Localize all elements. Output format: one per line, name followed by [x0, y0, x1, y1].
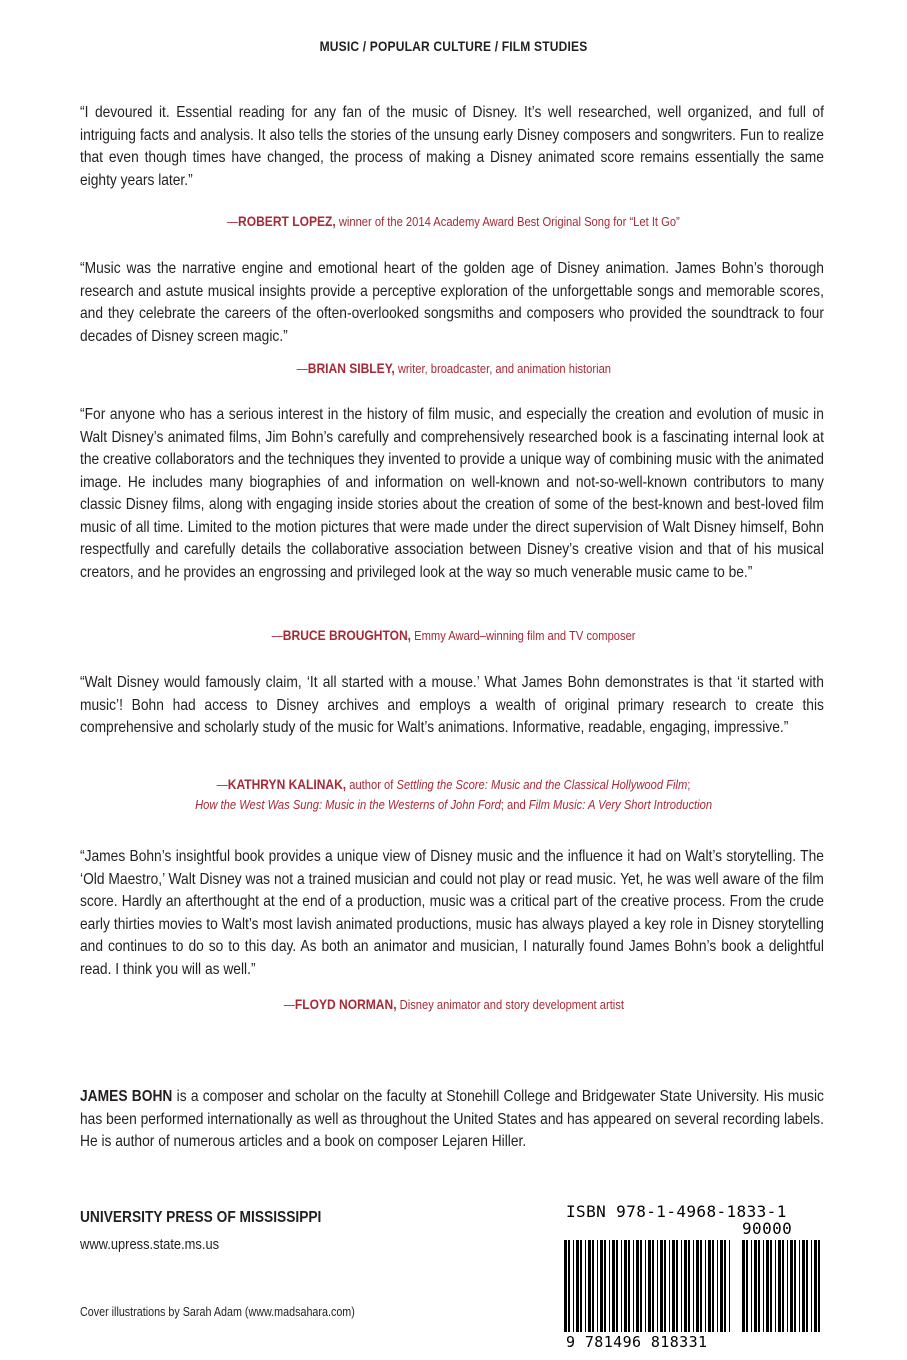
author-name: JAMES BOHN: [80, 1088, 173, 1105]
barcode-bar: [592, 1240, 594, 1332]
barcode-bar: [660, 1240, 663, 1332]
barcode-bar: [770, 1240, 772, 1332]
barcode-bar: [688, 1240, 690, 1332]
blurb-attribution-kalinak: —KATHRYN KALINAK, author of Settling the Score: Music and the Classical Hollywood Film; How the West Was Sung: Music in the Westerns of John Ford; and Film Music: A Very Short Introduction: [195, 776, 712, 812]
barcode-bar: [746, 1240, 748, 1332]
barcode-bar: [681, 1240, 682, 1332]
blurb-quote-lopez: “I devoured it. Essential reading for any fan of the music of Disney. It’s well researched, well organized, and full of intriguing facts and analysis. It also tells the stories of the unsung early Disney composers and songwriters. Fun to realize that even though times have changed, the process of making a Disney animated score remains essentially the same eighty years later.”: [80, 104, 824, 189]
barcode-bar: [790, 1240, 793, 1332]
barcode-bar: [633, 1240, 634, 1332]
attribution-name: BRUCE BROUGHTON,: [282, 627, 411, 643]
attribution-name: FLOYD NORMAN,: [294, 996, 397, 1012]
barcode-bar: [628, 1240, 630, 1332]
barcode-bar: [778, 1240, 781, 1332]
barcode-bar: [648, 1240, 651, 1332]
barcode-bar: [616, 1240, 618, 1332]
blurb-quote-kalinak: “Walt Disney would famously claim, ‘It all started with a mouse.’ What James Bohn demonstrates is that ‘it started with music’! Bohn had access to Disney archives and employs a wealth of original primary research to create this comprehensive and scholarly study of the music for Walt’s animations. Informative, readable, engaging, impressive.”: [80, 674, 824, 736]
barcode-bar: [693, 1240, 694, 1332]
barcode-bar: [580, 1240, 582, 1332]
category-heading: MUSIC / POPULAR CULTURE / FILM STUDIES: [319, 38, 588, 54]
barcode-bar: [802, 1240, 805, 1332]
author-bio: JAMES BOHN is a composer and scholar on the faculty at Stonehill College and Bridgewater State University. His music has been performed internationally as well as throughout the United States and has appeared on several recording labels. He is author of numerous articles and a book on composer Lejaren Hiller.: [80, 1088, 824, 1150]
attribution-name: ROBERT LOPEZ,: [238, 213, 336, 229]
blurb-attribution-broughton: —BRUCE BROUGHTON, Emmy Award–winning film and TV composer: [271, 627, 636, 643]
attribution-name: BRIAN SIBLEY,: [307, 360, 395, 376]
barcode-bar: [705, 1240, 706, 1332]
blurb-quote-norman: “James Bohn’s insightful book provides a unique view of Disney music and the influence it had on Walt’s storytelling. The ‘Old Maestro,’ Walt Disney was not a trained musician and could not play or read music. Yet, he was well aware of the film score. Hardly an afterthought at the end of a production, music was a critical part of the creative process. From the crude early thirties movies to Walt’s most lavish animated productions, music has always played a key role in Disney storytelling and continues to do so to this day. As both an animator and musician, I naturally found James Bohn’s book a delightful read. I think you will as well.”: [80, 848, 824, 978]
barcode-bar: [766, 1240, 769, 1332]
isbn-barcode: [564, 1240, 730, 1332]
book-title: How the West Was Sung: Music in the Westerns of John Ford: [195, 797, 501, 812]
book-title: Film Music: A Very Short Introduction: [528, 797, 712, 812]
price-code: 90000: [742, 1219, 793, 1238]
barcode-bar: [676, 1240, 678, 1332]
barcode-bar: [720, 1240, 723, 1332]
blurb-quote-sibley: “Music was the narrative engine and emotional heart of the golden age of Disney animation. James Bohn’s thorough research and astute musical insights provide a perceptive exploration of the unforgettable songs and memorable scores, and they celebrate the careers of the often-overlooked songsmiths and composers who provided the soundtrack to four decades of Disney screen magic.”: [80, 260, 824, 345]
cover-credits: Cover illustrations by Sarah Adam (www.madsahara.com): [80, 1305, 355, 1319]
barcode-bar: [814, 1240, 817, 1332]
barcode-bar: [729, 1240, 730, 1332]
barcode-bar: [700, 1240, 702, 1332]
blurb-attribution-norman: —FLOYD NORMAN, Disney animator and story development artist: [283, 996, 624, 1012]
publisher-name: UNIVERSITY PRESS OF MISSISSIPPI: [80, 1209, 322, 1226]
barcode-bar: [604, 1240, 606, 1332]
barcode-bar: [708, 1240, 711, 1332]
barcode-bar: [717, 1240, 718, 1332]
barcode-bar: [588, 1240, 591, 1332]
barcode-bar: [657, 1240, 658, 1332]
barcode-bar: [609, 1240, 610, 1332]
barcode-bar: [775, 1240, 776, 1332]
blurb-attribution-sibley: —BRIAN SIBLEY, writer, broadcaster, and animation historian: [296, 360, 611, 376]
barcode-bar: [724, 1240, 726, 1332]
blurb-attribution-lopez: —ROBERT LOPEZ, winner of the 2014 Academy Award Best Original Song for “Let It Go”: [227, 213, 680, 229]
barcode-bar: [794, 1240, 796, 1332]
barcode-bar: [742, 1240, 745, 1332]
barcode-bar: [712, 1240, 714, 1332]
barcode-bar: [684, 1240, 687, 1332]
isbn-label: ISBN 978-1-4968-1833-1: [566, 1202, 787, 1221]
barcode-bar: [636, 1240, 639, 1332]
barcode-bar: [754, 1240, 757, 1332]
barcode-bar: [568, 1240, 570, 1332]
barcode-bar: [621, 1240, 622, 1332]
barcode-bar: [640, 1240, 642, 1332]
barcode-bar: [652, 1240, 654, 1332]
barcode-bar: [672, 1240, 675, 1332]
barcode-bar: [585, 1240, 586, 1332]
barcode-bar: [624, 1240, 627, 1332]
attribution-name: KATHRYN KALINAK,: [227, 776, 347, 792]
barcode-bar: [758, 1240, 760, 1332]
barcode-bar: [751, 1240, 752, 1332]
price-barcode: [742, 1240, 820, 1332]
barcode-bar: [811, 1240, 812, 1332]
barcode-bar: [818, 1240, 820, 1332]
barcode-bar: [645, 1240, 646, 1332]
barcode-bar: [573, 1240, 574, 1332]
barcode-bar: [664, 1240, 666, 1332]
book-title: Settling the Score: Music and the Classical Hollywood Film: [396, 777, 688, 792]
barcode-bar: [787, 1240, 788, 1332]
barcode-bar: [799, 1240, 800, 1332]
barcode-bar: [669, 1240, 670, 1332]
barcode-bar: [763, 1240, 764, 1332]
blurb-quote-broughton: “For anyone who has a serious interest in the history of film music, and especially the creation and evolution of music in Walt Disney’s animated films, Jim Bohn’s carefully and comprehensively researched book is a fascinating internal look at the creative collaborators and the techniques they invented to provide a unique way of combining music with the animated image. He includes many biographies of and information on well-known and not-so-well-known contributors to many classic Disney films, along with engaging inside stories about the creation of some of the best-known and best-loved film music of all time. Limited to the motion pictures that were made under the direct supervision of Walt Disney himself, Bohn respectfully and carefully details the collaborative association between Disney’s creative vision and that of his musical creators, and he provides an engrossing and privileged look at the way so much venerable music came to be.”: [80, 406, 824, 581]
barcode-bar: [696, 1240, 699, 1332]
barcode-digits: 9 781496 818331: [566, 1333, 708, 1351]
barcode-bar: [576, 1240, 579, 1332]
barcode-bar: [597, 1240, 598, 1332]
barcode-bar: [782, 1240, 784, 1332]
barcode-bar: [564, 1240, 567, 1332]
barcode-bar: [612, 1240, 615, 1332]
barcode-bar: [806, 1240, 808, 1332]
publisher-url: www.upress.state.ms.us: [80, 1236, 220, 1253]
barcode-bar: [600, 1240, 603, 1332]
